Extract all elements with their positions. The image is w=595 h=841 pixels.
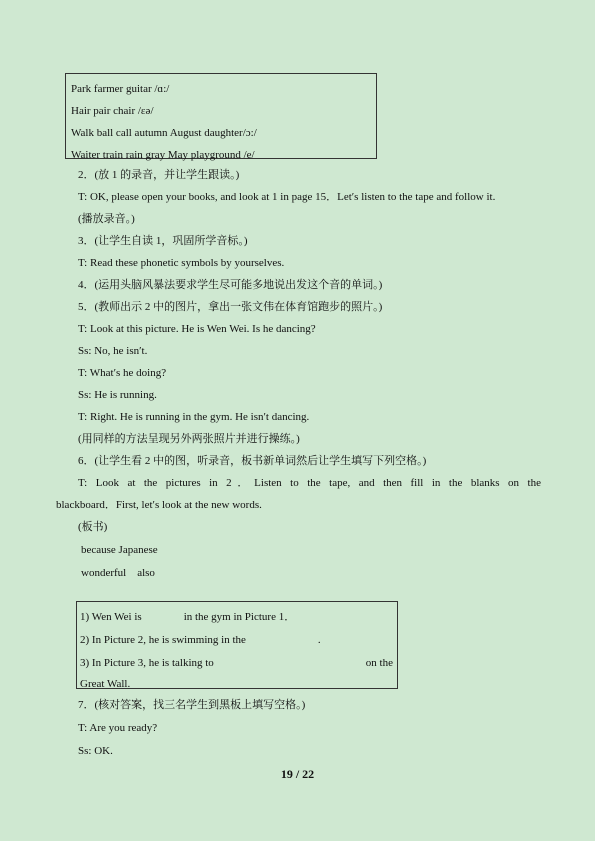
page-number: 19 / 22 — [280, 767, 315, 781]
fill-blanks-box — [76, 601, 398, 689]
phonetics-row: Hair pair chair /ɛə/ — [71, 105, 154, 117]
phonetics-box — [65, 73, 377, 159]
new-words: because Japanese — [81, 544, 158, 556]
text-line: 5．(教师出示 2 中的图片，拿出一张文伟在体育馆跑步的照片。) — [78, 301, 383, 313]
text-line: 7．(核对答案，找三名学生到黑板上填写空格。) — [78, 699, 306, 711]
text-line: 6．(让学生看 2 中的图，听录音，板书新单词然后让学生填写下列空格。) — [78, 455, 427, 467]
fill-text: 2) In Picture 2, he is swimming in the — [80, 634, 246, 646]
fill-text: in the gym in Picture 1． — [183, 611, 296, 623]
text-line: 3．(让学生自读 1，巩固所学音标。) — [78, 235, 248, 247]
text-line: 2．(放 1 的录音，并让学生跟读。) — [78, 169, 240, 181]
text-line: 4．(运用头脑风暴法要求学生尽可能多地说出发这个音的单词。) — [78, 279, 383, 291]
text-line: blackboard．First, let′s look at the new words. — [56, 499, 262, 511]
phonetics-row: Waiter train rain gray May playground /e/ — [71, 149, 255, 161]
phonetics-row: Walk ball call autumn August daughter/ɔ:/ — [71, 127, 257, 139]
fill-text: . — [317, 634, 321, 646]
text-line: Ss: He is running. — [78, 389, 157, 401]
fill-text: 1) Wen Wei is — [80, 611, 142, 623]
text-line: T: Right. He is running in the gym. He isn′t dancing. — [78, 411, 310, 423]
fill-text: Great Wall. — [80, 678, 131, 690]
text-line: (播放录音。) — [78, 213, 135, 225]
fill-text: on the — [365, 657, 393, 669]
text-line: Ss: No, he isn′t. — [78, 345, 148, 357]
text-line: Ss: OK. — [78, 745, 113, 757]
text-line: T: Read these phonetic symbols by yourselves. — [78, 257, 285, 269]
text-line: (板书) — [78, 521, 108, 533]
text-line: (用同样的方法呈现另外两张照片并进行操练。) — [78, 433, 300, 445]
text-line: T: What′s he doing? — [78, 367, 167, 379]
new-words: wonderful also — [81, 567, 155, 579]
fill-text: 3) In Picture 3, he is talking to — [80, 657, 214, 669]
text-line: T: Look at the pictures in 2．Listen to the tape, and then fill in the blanks on the — [78, 477, 541, 489]
text-line: T: Look at this picture. He is Wen Wei. Is he dancing? — [78, 323, 316, 335]
text-line: T: OK, please open your books, and look at 1 in page 15．Let′s listen to the tape and follow it. — [78, 191, 496, 203]
phonetics-row: Park farmer guitar /ɑ:/ — [71, 83, 170, 95]
text-line: T: Are you ready? — [78, 722, 158, 734]
